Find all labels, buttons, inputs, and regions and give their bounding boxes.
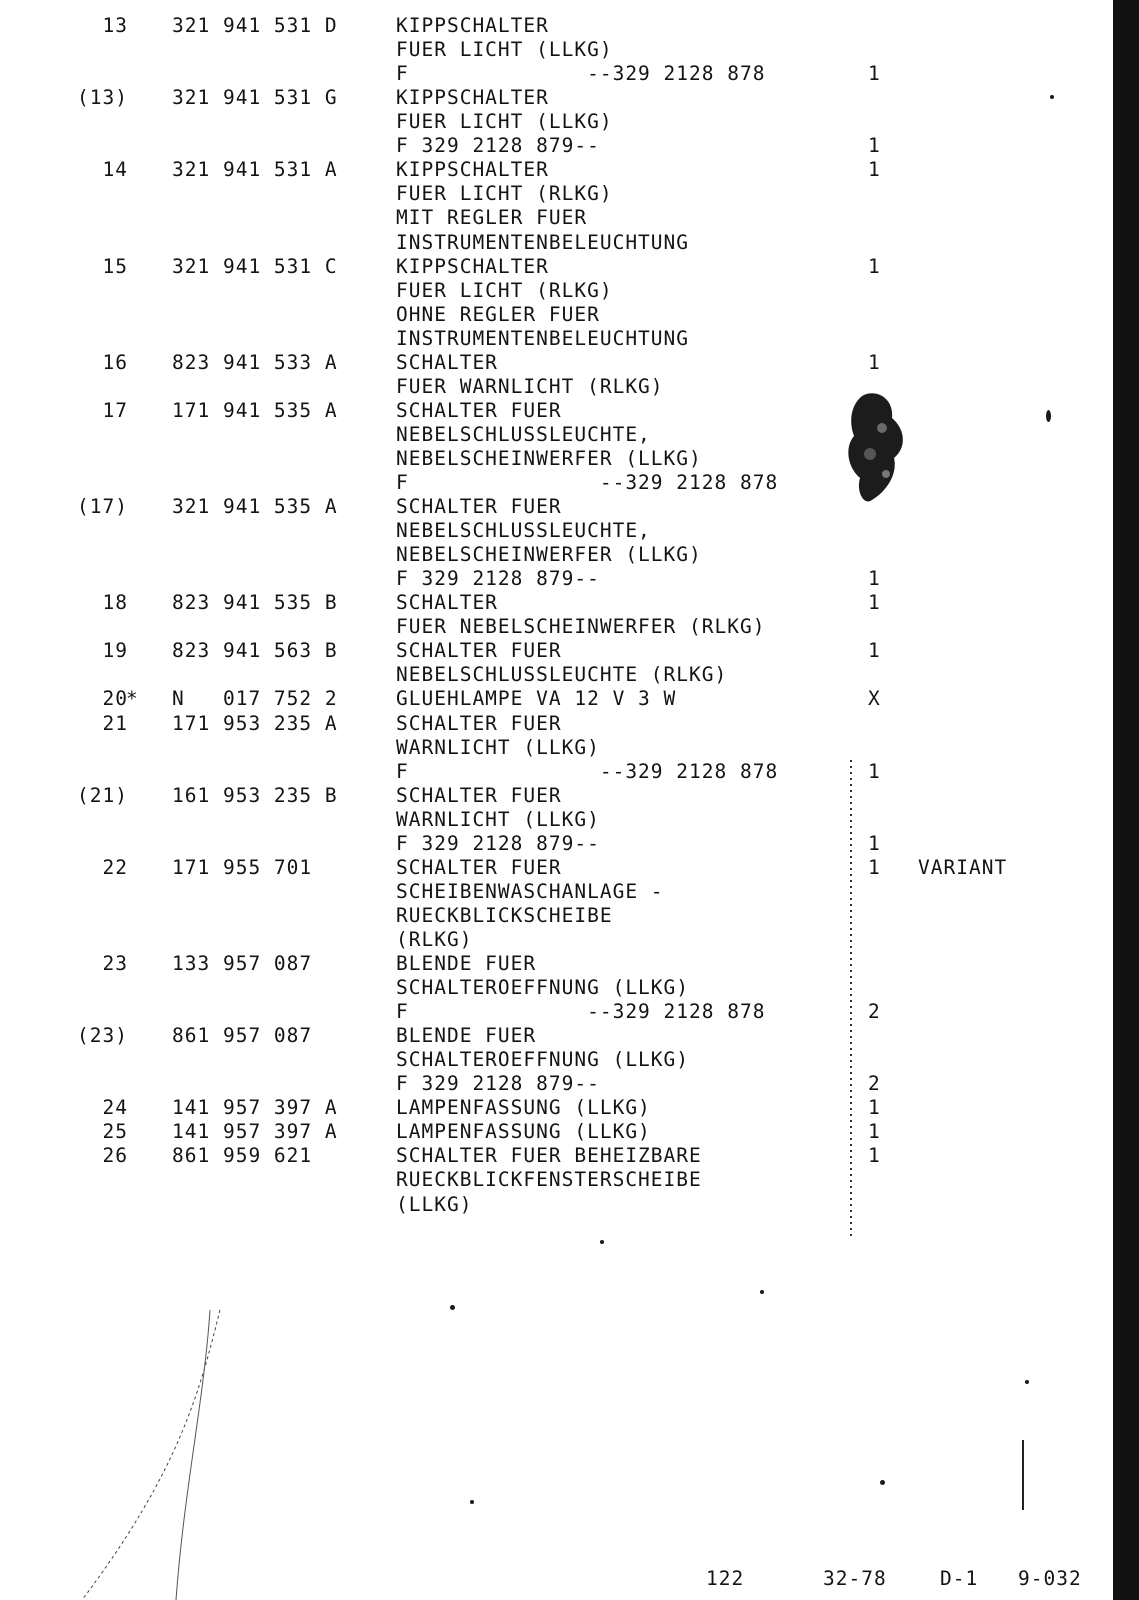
description-line: F 329 2128 879-- xyxy=(396,1072,600,1096)
quantity: 1 xyxy=(868,350,881,374)
description-line: SCHALTER xyxy=(396,350,498,374)
part-number: 321 941 531 D xyxy=(172,14,338,37)
description-line: F --329 2128 878 xyxy=(396,470,779,494)
description-line: WARNLICHT (LLKG) xyxy=(396,807,600,831)
position-number: 23 xyxy=(102,952,128,975)
part-number: 823 941 535 B xyxy=(172,591,338,615)
description-line: BLENDE FUER xyxy=(396,952,537,975)
description-line: SCHALTER FUER xyxy=(396,855,562,879)
quantity: 1 xyxy=(868,62,881,86)
description-line: F --329 2128 878 xyxy=(396,759,779,783)
footer-market: D-1 xyxy=(940,1567,979,1590)
description-line: SCHALTER FUER xyxy=(396,495,562,518)
description-line: KIPPSCHALTER xyxy=(396,158,549,182)
description-line: SCHALTER FUER xyxy=(396,711,562,735)
description-line: RUECKBLICKSCHEIBE xyxy=(396,903,613,927)
dotted-rule xyxy=(848,760,854,1240)
dust-speck xyxy=(470,1500,474,1504)
paper-scratch xyxy=(80,1310,240,1600)
position-number: 15 xyxy=(102,254,128,278)
description-line: WARNLICHT (LLKG) xyxy=(396,735,600,759)
quantity: 2 xyxy=(868,1072,881,1096)
description-line: SCHALTER xyxy=(396,591,498,615)
position-number: 17 xyxy=(102,398,128,422)
description-line: F --329 2128 878 xyxy=(396,62,766,86)
description-line: SCHEIBENWASCHANLAGE - xyxy=(396,879,664,903)
dust-speck xyxy=(760,1290,764,1294)
part-number: 161 953 235 B xyxy=(172,783,338,807)
dust-speck xyxy=(1025,1380,1029,1384)
footer-group: 9-032 xyxy=(1018,1567,1082,1590)
part-number: 823 941 563 B xyxy=(172,639,338,663)
part-number: 141 957 397 A xyxy=(172,1096,338,1120)
position-number: 22 xyxy=(102,855,128,879)
description-line: SCHALTER FUER xyxy=(396,783,562,807)
quantity: 1 xyxy=(868,591,881,615)
description-line: NEBELSCHEINWERFER (LLKG) xyxy=(396,446,702,470)
description-line: MIT REGLER FUER xyxy=(396,206,588,230)
footer-date-code: 32-78 xyxy=(823,1567,887,1590)
dust-speck xyxy=(1050,95,1054,99)
position-number: (21) xyxy=(77,783,128,807)
description-line: FUER LICHT (LLKG) xyxy=(396,38,613,61)
description-line: (RLKG) xyxy=(396,927,473,951)
part-number: 861 957 087 xyxy=(172,1024,313,1048)
quantity: 1 xyxy=(868,855,881,879)
part-number: 823 941 533 A xyxy=(172,350,338,374)
part-number: 321 941 531 A xyxy=(172,158,338,182)
description-line: KIPPSCHALTER xyxy=(396,86,549,110)
part-number: 171 941 535 A xyxy=(172,398,338,422)
description-line: RUECKBLICKFENSTERSCHEIBE xyxy=(396,1168,702,1192)
description-line: SCHALTEROEFFNUNG (LLKG) xyxy=(396,1048,690,1072)
new-part-marker: * xyxy=(126,687,139,711)
description-line: SCHALTER FUER xyxy=(396,398,562,422)
description-line: NEBELSCHLUSSLEUCHTE, xyxy=(396,422,651,446)
dust-speck xyxy=(600,1240,604,1244)
description-line: INSTRUMENTENBELEUCHTUNG xyxy=(396,326,690,350)
part-number: 171 955 701 xyxy=(172,855,313,879)
quantity: 1 xyxy=(868,831,881,855)
description-line: OHNE REGLER FUER xyxy=(396,302,600,326)
dust-speck xyxy=(450,1305,455,1310)
part-number: 171 953 235 A xyxy=(172,711,338,735)
footer-page-number: 122 xyxy=(706,1567,745,1590)
dust-speck xyxy=(1046,410,1051,422)
description-line: FUER LICHT (LLKG) xyxy=(396,110,613,134)
position-number: 24 xyxy=(102,1096,128,1120)
quantity: 2 xyxy=(868,1000,881,1024)
description-line: BLENDE FUER xyxy=(396,1024,537,1048)
description-line: SCHALTER FUER BEHEIZBARE xyxy=(396,1144,702,1168)
description-line: SCHALTEROEFFNUNG (LLKG) xyxy=(396,976,690,999)
quantity: X xyxy=(868,687,881,711)
part-number: N 017 752 2 xyxy=(172,687,338,711)
description-line: FUER LICHT (RLKG) xyxy=(396,278,613,302)
description-line: F --329 2128 878 xyxy=(396,1000,766,1024)
description-line: FUER NEBELSCHEINWERFER (RLKG) xyxy=(396,615,766,639)
position-number: 19 xyxy=(102,639,128,663)
description-line: (LLKG) xyxy=(396,1192,473,1216)
quantity: 1 xyxy=(868,254,881,278)
position-number: 25 xyxy=(102,1120,128,1144)
position-number: (23) xyxy=(77,1024,128,1048)
part-number: 861 959 621 xyxy=(172,1144,313,1168)
part-number: 133 957 087 xyxy=(172,952,313,975)
position-number: 13 xyxy=(102,14,128,37)
position-number: 18 xyxy=(102,591,128,615)
description-line: FUER WARNLICHT (RLKG) xyxy=(396,374,664,398)
quantity: 1 xyxy=(868,158,881,182)
quantity: 1 xyxy=(868,567,881,591)
description-line: LAMPENFASSUNG (LLKG) xyxy=(396,1096,651,1120)
position-number: 14 xyxy=(102,158,128,182)
position-number: 20 xyxy=(102,687,128,711)
part-number: 321 941 531 C xyxy=(172,254,338,278)
description-line: NEBELSCHEINWERFER (LLKG) xyxy=(396,543,702,567)
part-number: 141 957 397 A xyxy=(172,1120,338,1144)
description-line: KIPPSCHALTER xyxy=(396,14,549,37)
description-line: KIPPSCHALTER xyxy=(396,254,549,278)
quantity: 1 xyxy=(868,134,881,158)
description-line: NEBELSCHLUSSLEUCHTE, xyxy=(396,519,651,542)
quantity: 1 xyxy=(868,639,881,663)
description-line: SCHALTER FUER xyxy=(396,639,562,663)
quantity: 1 xyxy=(868,1144,881,1168)
position-number: (13) xyxy=(77,86,128,110)
description-line: F 329 2128 879-- xyxy=(396,134,600,158)
description-line: GLUEHLAMPE VA 12 V 3 W xyxy=(396,687,677,711)
description-line: INSTRUMENTENBELEUCHTUNG xyxy=(396,230,690,254)
ink-blot xyxy=(842,388,908,508)
position-number: 16 xyxy=(102,350,128,374)
description-line: NEBELSCHLUSSLEUCHTE (RLKG) xyxy=(396,663,728,687)
description-line: F 329 2128 879-- xyxy=(396,567,600,591)
quantity: 1 xyxy=(868,1096,881,1120)
position-number: 21 xyxy=(102,711,128,735)
description-line: F 329 2128 879-- xyxy=(396,831,600,855)
description-line: LAMPENFASSUNG (LLKG) xyxy=(396,1120,651,1144)
quantity: 1 xyxy=(868,759,881,783)
scan-edge-band xyxy=(1113,0,1139,1600)
part-number: 321 941 535 A xyxy=(172,495,338,518)
dust-speck xyxy=(880,1480,885,1485)
part-number: 321 941 531 G xyxy=(172,86,338,110)
position-number: (17) xyxy=(77,495,128,518)
pen-mark xyxy=(1020,1440,1026,1510)
description-line: FUER LICHT (RLKG) xyxy=(396,182,613,206)
quantity: 1 xyxy=(868,1120,881,1144)
remark: VARIANT xyxy=(918,855,1008,879)
position-number: 26 xyxy=(102,1144,128,1168)
